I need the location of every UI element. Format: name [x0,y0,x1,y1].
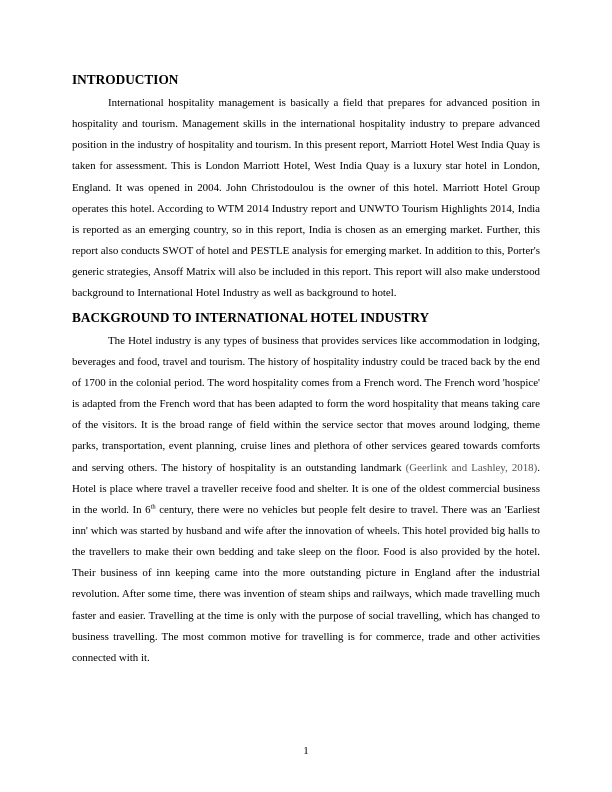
background-text-part-3: century, there were no vehicles but people felt desire to travel. There was an 'Earliest inn' which was started by husband and wife after the innovation of wheels. This hotel provided big halls to the travellers to make their own bedding and take sleep on the floor. Food is also provided by the hotel. Their business of inn keeping came into the more outstanding picture in England after the industrial revolution. After some time, there was invention of steam ships and railways, which made travelling much faster and easier. Travelling at the time is only with the purpose of social travelling, which has changed to business travelling. The most common motive for travelling is for commerce, trade and other activities connected with it. [72,503,540,664]
document-page [72,70,540,669]
background-text-part-1: The Hotel industry is any types of business that provides services like accommodation in lodging, beverages and food, travel and tourism. The history of hospitality industry could be traced back by the end of 1700 in the colonial period. The word hospitality comes from a French word. The French word 'hospice' is adapted from the French word that has been adapted to form the word hospitality that means taking care of the visitors. It is the broad range of field within the service sector that moves around lodging, theme parks, transportation, event planning, cruise lines and plethora of other services geared towards comforts and serving others. The history of hospitality is an outstanding landmark [72,334,540,474]
citation: (Geerlink and Lashley, 2018) [405,461,538,474]
introduction-paragraph: International hospitality management is basically a field that prepares for advanced position in hospitality and tourism. Management skills in the international hospitality industry to prepare advanced position in the industry of hospitality and tourism. In this present report, Marriott Hotel West India Quay is taken for assessment. This is London Marriott Hotel, West India Quay is a luxury star hotel in London, England. It was opened in 2004. John Christodoulou is the owner of this hotel. Marriott Hotel Group operates this hotel. According to WTM 2014 Industry report and UNWTO Tourism Highlights 2014, India is reported as an emerging country, so in this report, India is chosen as an emerging market. Further, this report also conducts SWOT of hotel and PESTLE analysis for emerging market. In addition to this, Porter's generic strategies, Ansoff Matrix will also be included in this report. This report will also make understood background to International Hotel Industry as well as background to hotel. [72,97,540,300]
introduction-heading: INTRODUCTION [72,72,179,87]
background-paragraph [72,331,540,670]
background-heading: BACKGROUND TO INTERNATIONAL HOTEL INDUSTRY [72,309,430,325]
background-text-part-2: . Hotel is place where travel a traveller receive food and shelter. It is one of the oldest commercial business in the world. In 6 [72,461,540,516]
page-number: 1 [303,745,309,757]
ordinal-superscript: th [150,503,156,511]
